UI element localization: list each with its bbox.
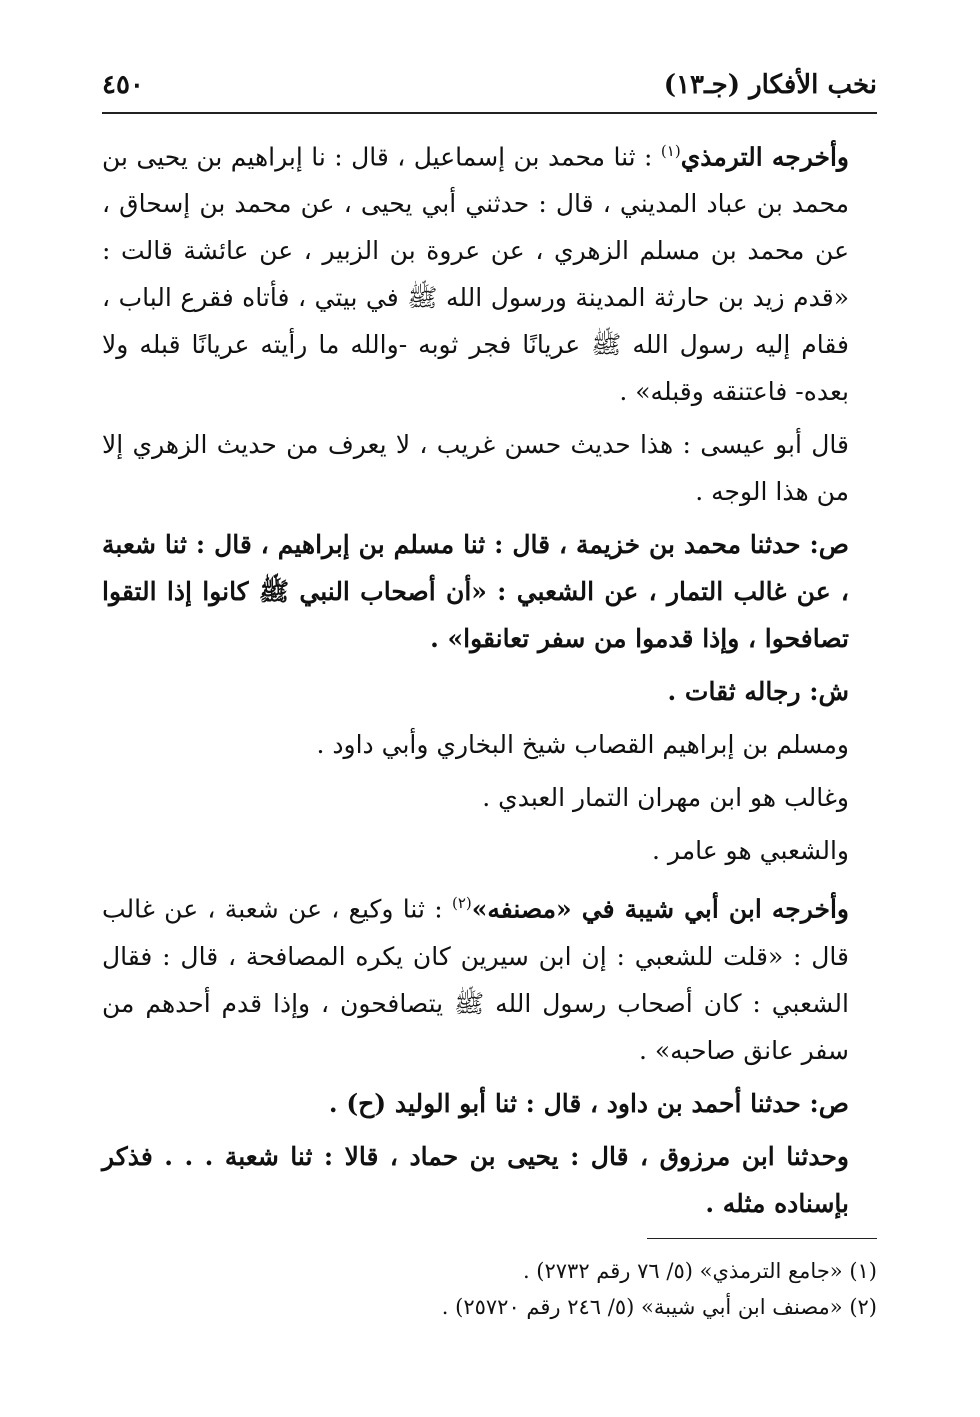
paragraph-body: : ثنا وكيع ، عن شعبة ، عن غالب قال : «قلت للشعبي : إن ابن سيرين كان يكره المصافحة ، قال : فقال الشعبي : كان أصحاب رسول الله ﷺ يتصافحون ، وإذا قدم أحدهم من سفر عانق صاحبه» . xyxy=(102,894,849,1065)
paragraph-body: : ثنا محمد بن إسماعيل ، قال : نا إبراهيم بن يحيى بن محمد بن عباد المديني ، قال : حدثني أبي يحيى ، عن محمد بن إسحاق ، عن محمد بن مسلم الزهري ، عن عروة بن الزبير ، عن عائشة قالت : «قدم زيد بن حارثة المدينة ورسول الله ﷺ في بيتي ، فأتاه فقرع الباب ، فقام إليه رسول الله ﷺ عريانًا فجر ثوبه -والله ما رأيته عريانًا قبله ولا بعده- فاعتنقه وقبله» . xyxy=(102,142,849,407)
paragraph-abu-isa: قال أبو عيسى : هذا حديث حسن غريب ، لا يعرف من حديث الزهري إلا من هذا الوجه . xyxy=(102,430,849,507)
page xyxy=(102,58,877,1233)
running-header xyxy=(102,58,877,114)
footnote-divider xyxy=(647,1238,877,1239)
footnotes xyxy=(102,1238,877,1325)
paragraph-ibn-abi-shayba xyxy=(102,880,849,1073)
footnote-1: (١) «جامع الترمذي» (٥/ ٧٦ رقم ٢٧٣٢) . xyxy=(522,1259,877,1283)
footnote-ref-2: (٢) xyxy=(451,894,472,913)
paragraph-ghalib: وغالب هو ابن مهران التمار العبدي . xyxy=(482,783,849,813)
page-number: ٤٥٠ xyxy=(102,70,144,100)
book-title: نخب الأفكار (جـ١٣) xyxy=(663,70,877,100)
paragraph-lead: وأخرجه الترمذي xyxy=(680,142,850,172)
paragraph-shabi: والشعبي هو عامر . xyxy=(652,836,849,866)
footnote-ref-1: (١) xyxy=(660,142,681,160)
main-text xyxy=(102,128,877,1227)
paragraph-lead: وأخرجه ابن أبي شيبة في «مصنفه» xyxy=(471,894,849,924)
paragraph-sad-1: ص: حدثنا محمد بن خزيمة ، قال : ثنا مسلم بن إبراهيم ، قال : ثنا شعبة ، عن غالب التمار ، عن الشعبي : «أن أصحاب النبي ﷺ كانوا إذا التقوا تصافحوا ، وإذا قدموا من سفر تعانقوا» . xyxy=(102,530,849,654)
paragraph-sad-2: ص: حدثنا أحمد بن داود ، قال : ثنا أبو الوليد (ح) . xyxy=(328,1088,849,1118)
paragraph-shin: ش: رجاله ثقات . xyxy=(667,677,849,707)
footnote-2: (٢) «مصنف ابن أبي شيبة» (٥/ ٢٤٦ رقم ٢٥٧٢٠) . xyxy=(441,1295,877,1319)
paragraph-tirmidhi xyxy=(102,128,849,415)
paragraph-muslim: ومسلم بن إبراهيم القصاب شيخ البخاري وأبي داود . xyxy=(316,730,849,760)
paragraph-ibn-marzuq: وحدثنا ابن مرزوق ، قال : يحيى بن حماد ، قالا : ثنا شعبة . . . فذكر بإسناده مثله . xyxy=(102,1141,849,1218)
